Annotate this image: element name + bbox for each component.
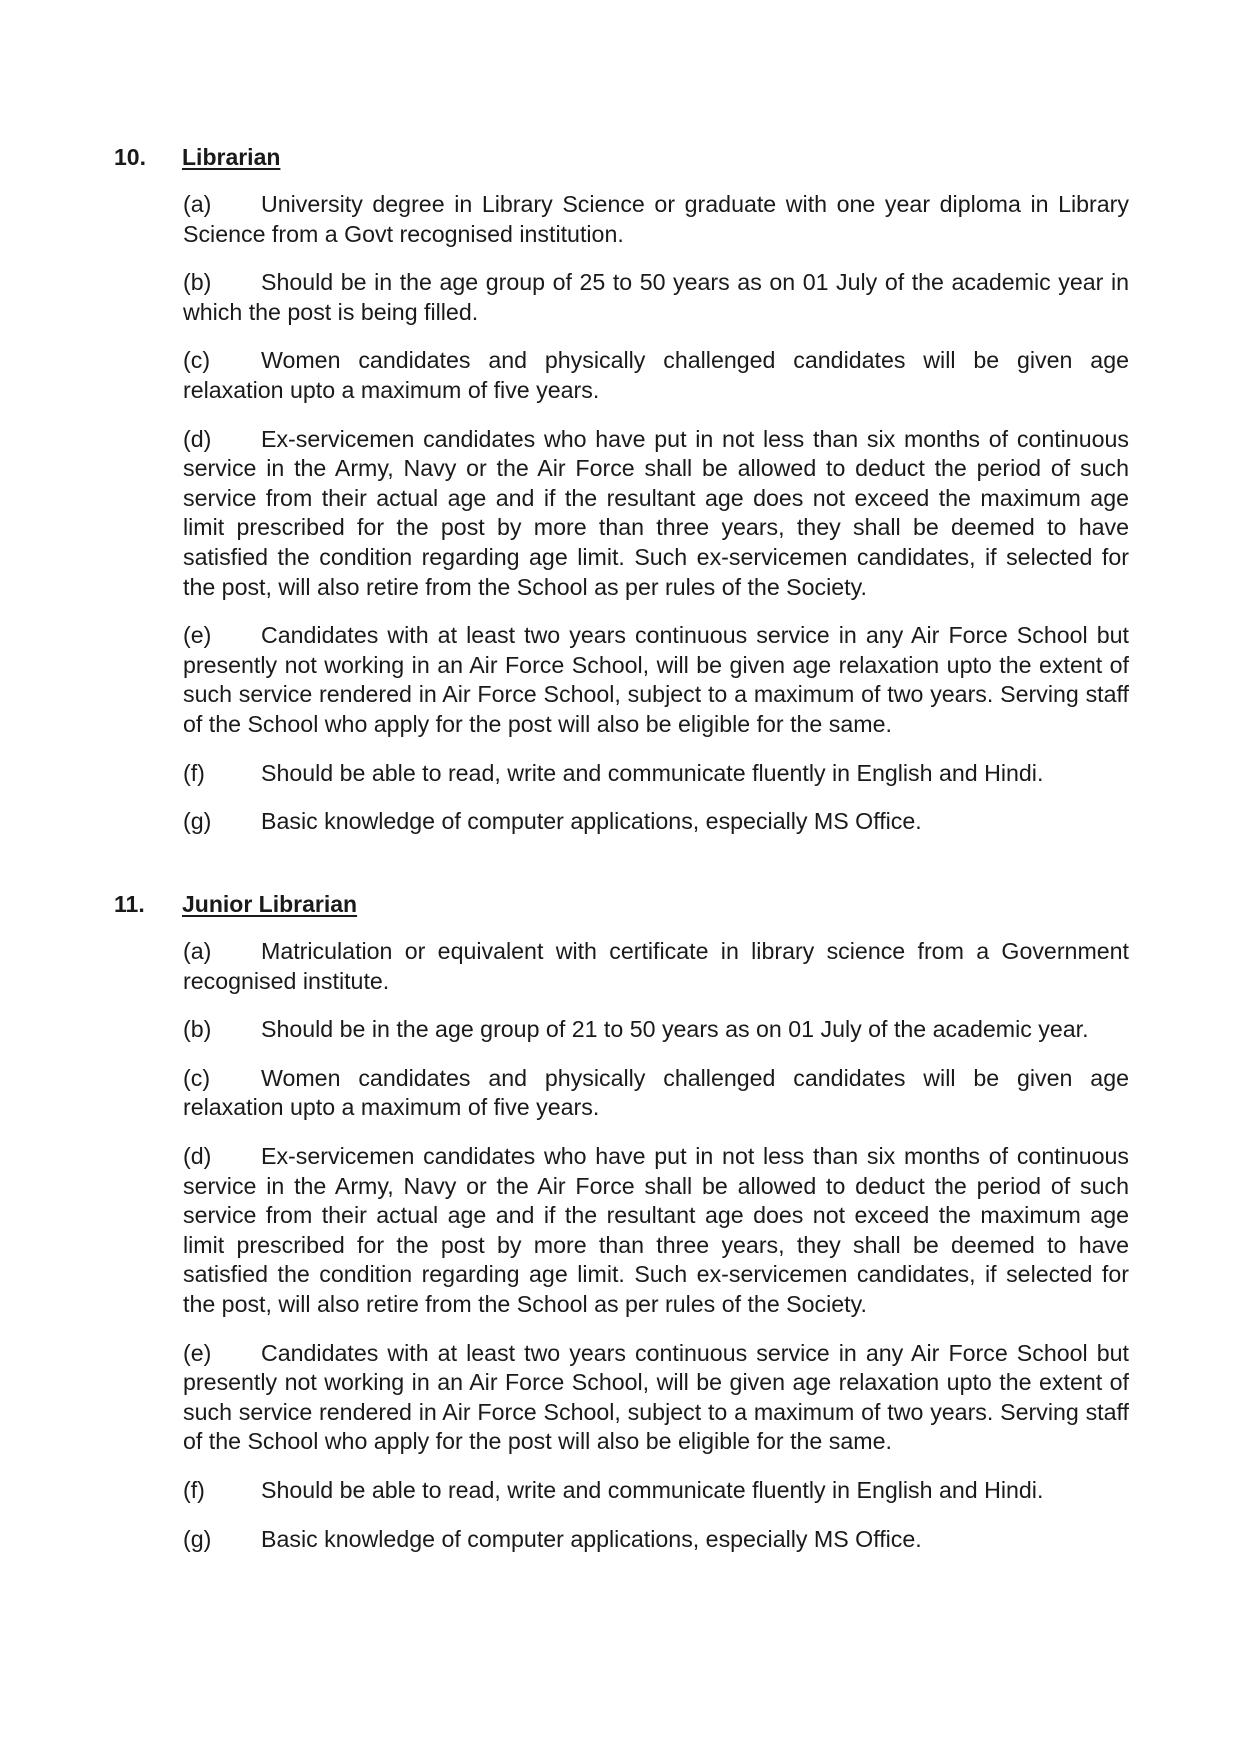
clause-letter: (b): [183, 1016, 212, 1043]
clause-list: [183, 190, 1129, 837]
clause-text: Candidates with at least two years continuous service in any Air Force School but presently not working in an Air Force School, will be given age relaxation upto the extent of such service rendered in Air Force School, subject to a maximum of two years. Serving staff of the School who apply for the post will also be eligible for the same.: [183, 1339, 1129, 1455]
clause-item: [183, 346, 1129, 405]
clause-letter: (e): [183, 1339, 212, 1366]
clause-text: Should be able to read, write and communicate fluently in English and Hindi.: [261, 759, 1044, 786]
clause-item: [183, 1064, 1129, 1123]
clause-text: Ex-servicemen candidates who have put in not less than six months of continuous service in the Army, Navy or the Air Force shall be allowed to deduct the period of such service from their actual age and if the resultant age does not exceed the maximum age limit prescribed for the post by more than three years, they shall be deemed to have satisfied the condition regarding age limit. Such ex-servicemen candidates, if selected for the post, will also retire from the School as per rules of the Society.: [183, 1142, 1129, 1317]
clause-item: [183, 1476, 1129, 1506]
section-number: 11.: [114, 891, 145, 917]
clause-text: Basic knowledge of computer applications, especially MS Office.: [261, 808, 922, 835]
section-heading: [0, 889, 1241, 919]
clause-list: [183, 937, 1129, 1554]
clause-letter: (b): [183, 269, 212, 296]
clause-letter: (f): [183, 759, 205, 786]
section-number: 10.: [114, 144, 146, 170]
clause-text: Candidates with at least two years continuous service in any Air Force School but presently not working in an Air Force School, will be given age relaxation upto the extent of such service rendered in Air Force School, subject to a maximum of two years. Serving staff of the School who apply for the post will also be eligible for the same.: [183, 622, 1129, 737]
section-title: Junior Librarian: [182, 891, 358, 917]
section-heading: [0, 142, 1241, 172]
clause-text: University degree in Library Science or graduate with one year diploma in Library Science from a Govt recognised institution.: [183, 191, 1129, 247]
clause-letter: (g): [183, 1525, 212, 1552]
clause-item: [183, 621, 1129, 739]
clause-item: [183, 1339, 1129, 1457]
clause-letter: (a): [183, 191, 212, 217]
clause-letter: (e): [183, 622, 212, 649]
clause-letter: (c): [183, 347, 211, 374]
clause-letter: (f): [183, 1476, 205, 1503]
section-title: Librarian: [182, 144, 281, 170]
clause-text: Women candidates and physically challenged candidates will be given age relaxation upto a maximum of five years.: [183, 1064, 1129, 1121]
clause-item: [183, 425, 1129, 603]
clause-letter: (g): [183, 808, 212, 835]
clause-item: [183, 937, 1129, 996]
clause-item: [183, 759, 1129, 789]
clause-item: [183, 190, 1129, 249]
clause-text: Women candidates and physically challenged candidates will be given age relaxation upto a maximum of five years.: [183, 347, 1129, 403]
clause-item: [183, 268, 1129, 327]
clause-text: Matriculation or equivalent with certificate in library science from a Government recognised institute.: [183, 938, 1129, 994]
clause-text: Basic knowledge of computer applications, especially MS Office.: [261, 1525, 922, 1552]
clause-item: [183, 1015, 1129, 1045]
clause-text: Ex-servicemen candidates who have put in not less than six months of continuous service in the Army, Navy or the Air Force shall be allowed to deduct the period of such service from their actual age and if the resultant age does not exceed the maximum age limit prescribed for the post by more than three years, they shall be deemed to have satisfied the condition regarding age limit. Such ex-servicemen candidates, if selected for the post, will also retire from the School as per rules of the Society.: [183, 425, 1129, 600]
clause-letter: (d): [183, 1142, 212, 1169]
clause-item: [183, 1525, 1129, 1555]
clause-text: Should be in the age group of 25 to 50 years as on 01 July of the academic year in which the post is being filled.: [183, 269, 1129, 325]
clause-text: Should be in the age group of 21 to 50 years as on 01 July of the academic year.: [261, 1016, 1089, 1043]
clause-letter: (a): [183, 938, 212, 964]
clause-item: [183, 807, 1129, 837]
section-junior-librarian: [0, 889, 1241, 1573]
clause-text: Should be able to read, write and communicate fluently in English and Hindi.: [261, 1476, 1044, 1503]
clause-letter: (c): [183, 1064, 211, 1091]
clause-letter: (d): [183, 425, 212, 452]
section-librarian: [0, 142, 1241, 856]
clause-item: [183, 1142, 1129, 1320]
